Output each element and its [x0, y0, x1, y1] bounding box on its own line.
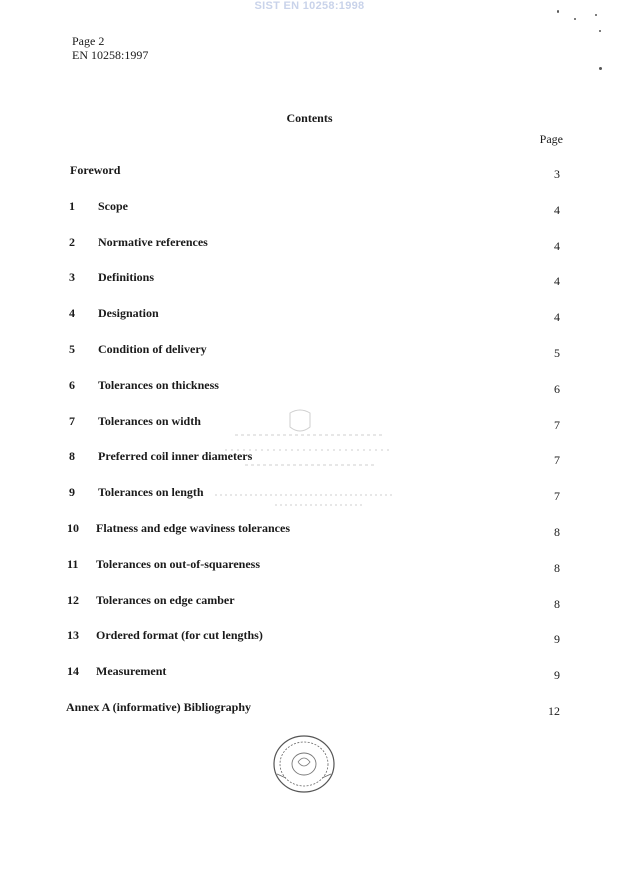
toc-entry-number: 9	[69, 485, 75, 499]
toc-entry-title: Flatness and edge waviness tolerances	[96, 521, 290, 535]
toc-entry-title: Preferred coil inner diameters	[98, 449, 253, 463]
toc-entry-title: Condition of delivery	[98, 342, 207, 356]
toc-entry	[0, 199, 619, 215]
toc-entry-page: 7	[554, 453, 560, 467]
toc-entry-title: Designation	[98, 306, 159, 320]
toc-entry-page: 8	[554, 525, 560, 539]
toc-entry-number: 10	[67, 521, 79, 535]
toc-entry	[0, 378, 619, 394]
institution-stamp-icon	[272, 734, 336, 794]
toc-entry-page: 7	[554, 418, 560, 432]
toc-entry-title: Foreword	[70, 163, 121, 177]
toc-entry-title: Definitions	[98, 270, 155, 284]
toc-entry-number: 14	[67, 664, 79, 678]
scan-speck	[595, 14, 597, 16]
standard-number: EN 10258:1997	[72, 48, 149, 62]
toc-entry-number: 2	[69, 235, 75, 249]
toc-entry	[0, 306, 619, 322]
toc-entry	[0, 628, 619, 644]
toc-entry-page: 5	[554, 346, 560, 360]
toc-entry-number: 4	[69, 306, 75, 320]
toc-entry-page: 9	[554, 668, 560, 682]
toc-entry-page: 4	[554, 203, 560, 217]
toc-entry-page: 3	[554, 167, 560, 181]
toc-entry-title: Measurement	[96, 664, 167, 678]
toc-entry-page: 4	[554, 274, 560, 288]
toc-entry	[0, 270, 619, 286]
toc-entry-title: Tolerances on out-of-squareness	[96, 557, 261, 571]
toc-entry-number: 5	[69, 342, 75, 356]
toc-entry-title: Annex A (informative) Bibliography	[66, 700, 252, 714]
page-number-label: Page 2	[72, 34, 105, 48]
toc-entry-page: 6	[554, 382, 560, 396]
toc-entry-title: Scope	[98, 199, 128, 213]
toc-entry	[0, 557, 619, 573]
toc-entry-title: Ordered format (for cut lengths)	[96, 628, 263, 642]
toc-entry-number: 6	[69, 378, 75, 392]
scan-speck	[599, 67, 602, 70]
toc-entry	[0, 593, 619, 609]
toc-entry-page: 9	[554, 632, 560, 646]
faint-seal-icon	[215, 405, 395, 515]
toc-entry	[0, 664, 619, 680]
watermark: SIST EN 10258:1998	[254, 0, 365, 12]
toc-entry-title: Tolerances on length	[98, 485, 204, 499]
toc-entry	[0, 235, 619, 251]
contents-heading: Contents	[286, 111, 333, 125]
scan-speck	[574, 18, 576, 20]
toc-entry-page: 4	[554, 239, 560, 253]
toc-entry-title: Normative references	[98, 235, 208, 249]
toc-entry-page: 4	[554, 310, 560, 324]
toc-entry-title: Tolerances on thickness	[98, 378, 219, 392]
toc-entry-page: 8	[554, 561, 560, 575]
toc-entry	[0, 342, 619, 358]
toc-entry-number: 12	[67, 593, 79, 607]
toc-entry	[0, 521, 619, 537]
scan-speck	[599, 30, 601, 32]
toc-entry-title: Tolerances on width	[98, 414, 201, 428]
scan-speck	[557, 10, 559, 13]
toc-entry	[0, 163, 619, 179]
page-column-label: Page	[539, 132, 563, 146]
toc-entry-number: 1	[69, 199, 75, 213]
toc-entry-page: 7	[554, 489, 560, 503]
toc-entry-number: 7	[69, 414, 75, 428]
toc-entry	[0, 700, 619, 716]
toc-entry-number: 13	[67, 628, 79, 642]
toc-entry-page: 8	[554, 597, 560, 611]
toc-entry-number: 3	[69, 270, 75, 284]
toc-entry-number: 11	[67, 557, 79, 571]
toc-entry-page: 12	[548, 704, 560, 718]
toc-entry-number: 8	[69, 449, 75, 463]
toc-entry-title: Tolerances on edge camber	[96, 593, 235, 607]
